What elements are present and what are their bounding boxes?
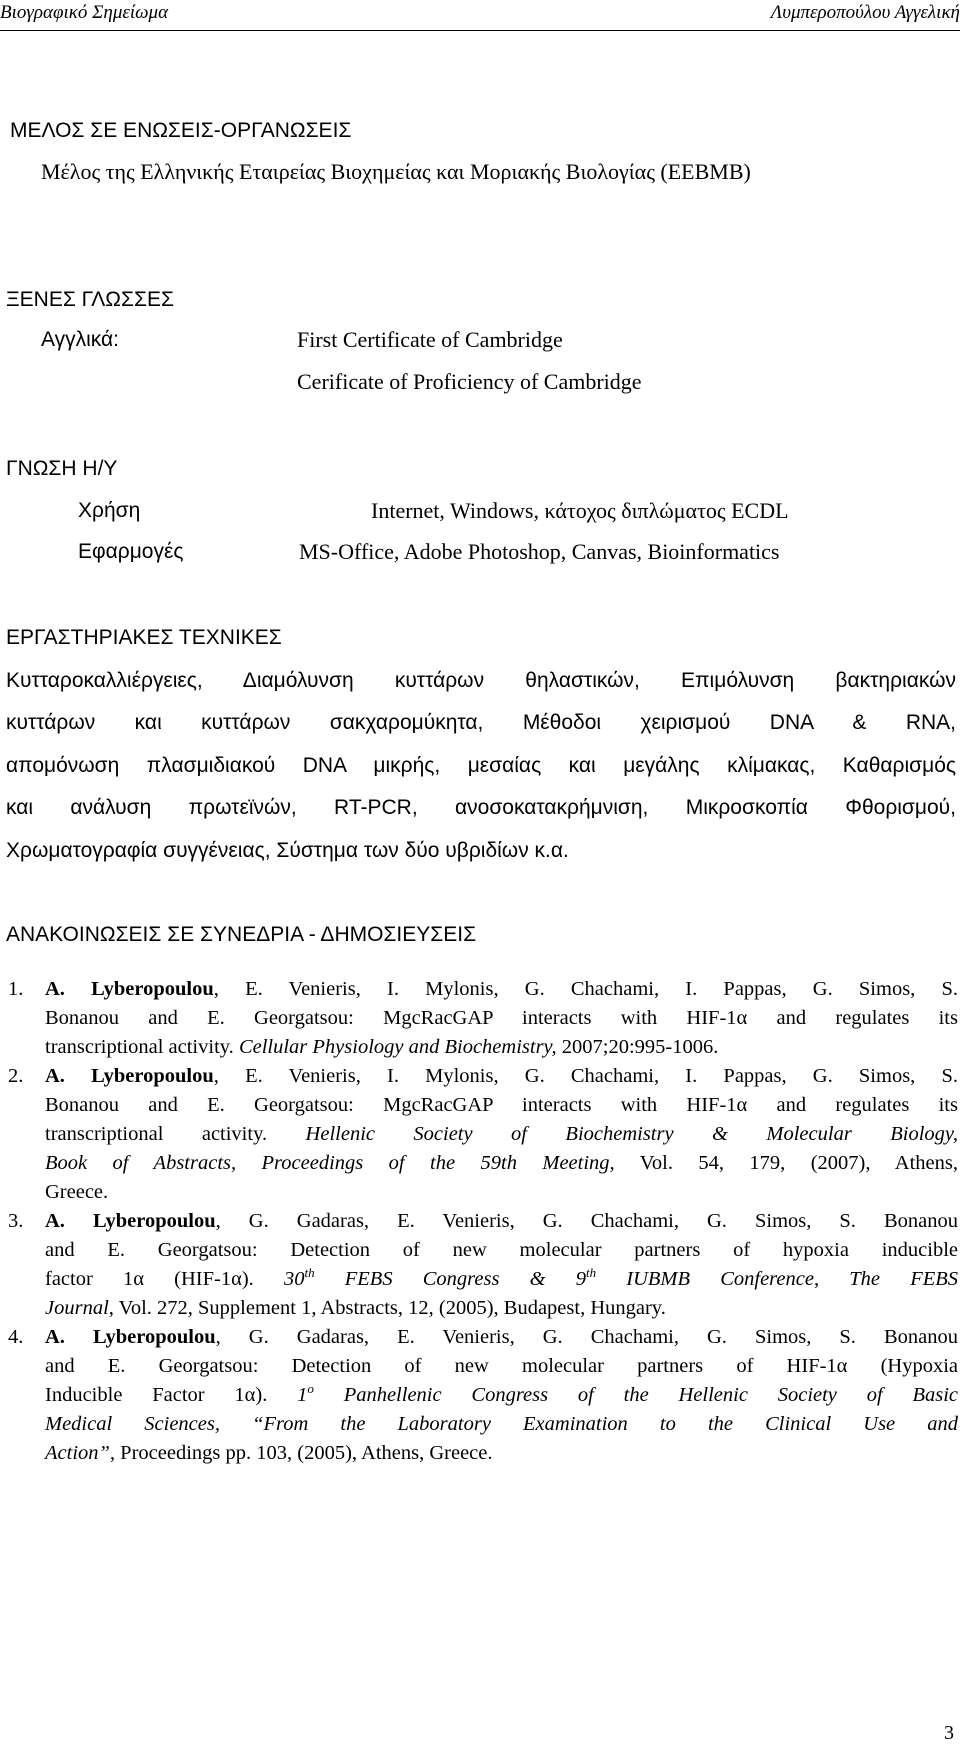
- list-item: 4. A. Lyberopoulou, G. Gadaras, E. Venieris, G. Chachami, G. Simos, S. Bonanou and E. Georgatsou: Detection of new molecular partners of HIF-1α (Hypoxia Inducible Factor 1α). 1$^o$ Panhellenic Congress of the Hellenic Society of Basic Medical Sciences, “From the Laboratory Examination to the Clinical Use and Action”, Proceedings pp. 103, (2005), Athens, Greece.: [8, 1323, 958, 1468]
- publication-author: A. Lyberopoulou: [45, 978, 214, 1000]
- lab-line-2: κυττάρων και κυττάρων σακχαρομύκητα, Μέθοδοι χειρισμού DNA & RNA,: [6, 711, 956, 734]
- language-cert-1: First Certificate of Cambridge: [297, 327, 563, 352]
- list-item: 3. A. Lyberopoulou, G. Gadaras, E. Venieris, G. Chachami, G. Simos, S. Bonanou and E. Georgatsou: Detection of new molecular partners of hypoxia inducible factor 1α (HIF-1α). 30th FEBS Congress & 9th IUBMB Conference, The FEBS Journal, Vol. 272, Supplement 1, Abstracts, 12, (2005), Budapest, Hungary.: [8, 1207, 958, 1323]
- publication-venue: Cellular Physiology and Biochemistry,: [238, 1036, 557, 1058]
- lab-line-5: Χρωματογραφία συγγένειας, Σύστημα των δύο υβριδίων κ.α.: [6, 839, 569, 862]
- publication-author: A. Lyberopoulou: [45, 1210, 216, 1232]
- computer-apps-label: Εφαρμογές: [78, 540, 184, 563]
- membership-text: Μέλος της Ελληνικής Εταιρείας Βιοχημείας και Μοριακής Βιολογίας (ΕΕΒΜΒ): [41, 159, 751, 184]
- publication-number: 3.: [8, 1210, 24, 1232]
- lab-line-4: και ανάλυση πρωτεϊνών, RT-PCR, ανοσοκατακρήμνιση, Μικροσκοπία Φθορισμού,: [6, 796, 956, 819]
- computer-heading: ΓΝΩΣΗ Η/Υ: [6, 457, 118, 480]
- languages-heading: ΞΕΝΕΣ ΓΛΩΣΣΕΣ: [6, 288, 174, 311]
- computer-apps-value: MS-Office, Adobe Photoshop, Canvas, Bioinformatics: [299, 539, 780, 564]
- computer-usage-value: Internet, Windows, κάτοχος διπλώματος ECDL: [371, 498, 789, 523]
- list-item: 2. A. Lyberopoulou, E. Venieris, I. Mylonis, G. Chachami, I. Pappas, G. Simos, S. Bonanou and E. Georgatsou: MgcRacGAP interacts with HIF-1α and regulates its transcriptional activity. Hellenic Society of Biochemistry & Molecular Biology, Book of Abstracts, Proceedings of the 59th Meeting, Vol. 54, 179, (2007), Athens, Greece.: [8, 1062, 958, 1207]
- languages-label: Αγγλικά:: [41, 328, 120, 351]
- publication-number: 2.: [8, 1065, 24, 1087]
- header-left-title: Βιογραφικό Σημείωμα: [0, 2, 169, 23]
- computer-usage-label: Χρήση: [78, 499, 141, 522]
- publication-venue: 1$^o$ Panhellenic Congress of the Hellenic Society of Basic: [297, 1381, 958, 1406]
- publications-heading: ΑΝΑΚΟΙΝΩΣΕΙΣ ΣΕ ΣΥΝΕΔΡΙΑ - ΔΗΜΟΣΙΕΥΣΕΙΣ: [6, 923, 477, 946]
- lab-line-3: απομόνωση πλασμιδιακού DNA μικρής, μεσαίας και μεγάλης κλίμακας, Καθαρισμός: [6, 754, 956, 777]
- publication-number: 4.: [8, 1326, 24, 1348]
- publication-number: 1.: [8, 978, 24, 1000]
- lab-line-1: Κυτταροκαλλιέργειες, Διαμόλυνση κυττάρων θηλαστικών, Επιμόλυνση βακτηριακών: [6, 669, 956, 692]
- page-number: 3: [944, 1722, 954, 1744]
- publication-author: A. Lyberopoulou: [45, 1065, 214, 1087]
- publication-venue: Hellenic Society of Biochemistry & Molecular Biology,: [305, 1123, 958, 1145]
- list-item: 1. A. Lyberopoulou, E. Venieris, I. Mylonis, G. Chachami, I. Pappas, G. Simos, S. Bonanou and E. Georgatsou: MgcRacGAP interacts with HIF-1α and regulates its transcriptional activity. Cellular Physiology and Biochemistry, 2007;20:995-1006.: [8, 975, 958, 1062]
- membership-heading: ΜΕΛΟΣ ΣΕ ΕΝΩΣΕΙΣ-ΟΡΓΑΝΩΣΕΙΣ: [10, 119, 352, 142]
- publications-list: [8, 975, 958, 1468]
- publication-venue: 30th FEBS Congress & 9th IUBMB Conference: [283, 1265, 814, 1290]
- language-cert-2: Cerificate of Proficiency of Cambridge: [297, 369, 642, 394]
- header-divider: [0, 30, 960, 31]
- header-right-author: Λυμπεροπούλου Αγγελική: [770, 2, 960, 23]
- publication-author: A. Lyberopoulou: [45, 1326, 216, 1348]
- lab-heading: ΕΡΓΑΣΤΗΡΙΑΚΕΣ ΤΕΧΝΙΚΕΣ: [6, 626, 282, 649]
